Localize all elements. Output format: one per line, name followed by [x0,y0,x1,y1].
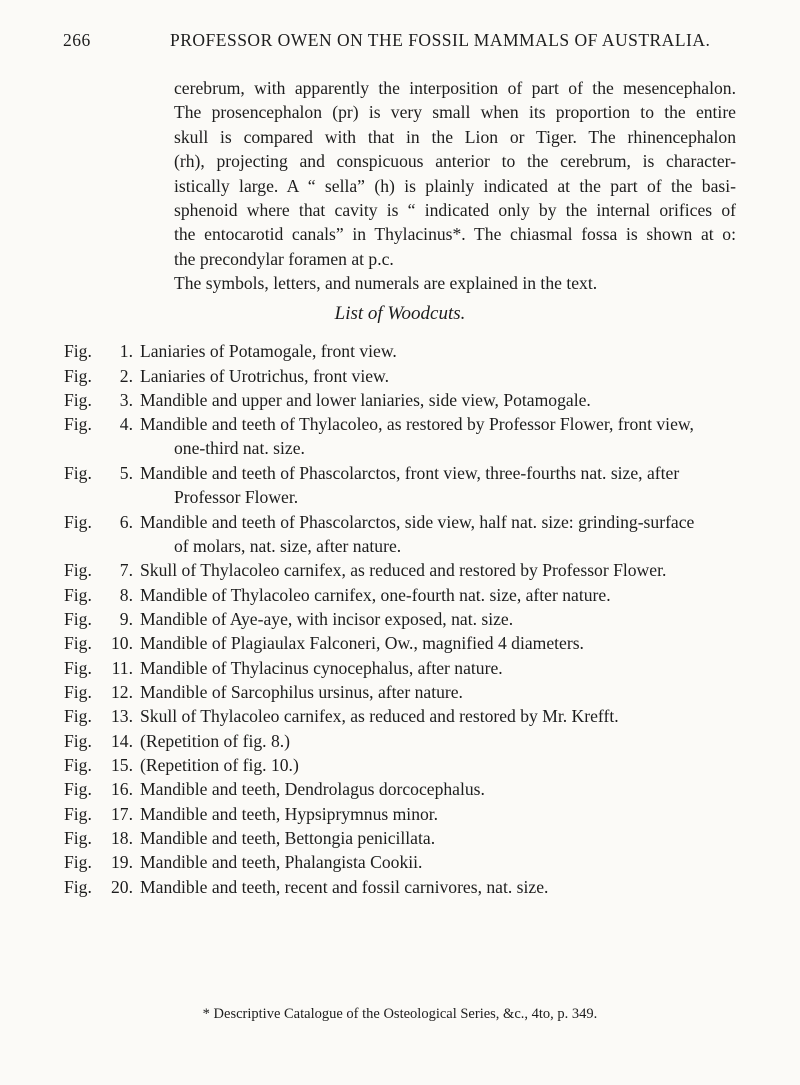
fig-number: 18. [111,828,133,848]
item-line: Laniaries of Urotrichus, front view. [140,366,390,386]
running-title: PROFESSOR OWEN ON THE FOSSIL MAMMALS OF AUSTRALIA. [170,30,711,50]
paragraph-line: skull is compared with that in the Lion or Tiger. The rhinencephalon [174,126,736,147]
item-line: Mandible and teeth of Thylacoleo, as restored by Professor Flower, front view, [140,414,694,434]
paragraph-line: (rh), projecting and conspicuous anterior to the cerebrum, is character- [174,151,736,172]
item-line: Mandible of Sarcophilus ursinus, after nature. [140,682,463,702]
fig-number: 5. [119,463,133,483]
paragraph-line: The symbols, letters, and numerals are explained in the text. [174,273,598,294]
fig-number: 14. [111,731,133,751]
item-line: one-third nat. size. [174,438,305,459]
fig-label: Fig. [64,706,92,726]
fig-number: 6. [119,512,133,532]
item-line: Mandible and teeth, Bettongia penicillata. [140,828,436,848]
fig-number: 13. [111,706,133,726]
fig-number: 12. [111,682,133,702]
page-number: 266 [63,30,91,50]
fig-label: Fig. [64,512,92,532]
item-line: (Repetition of fig. 10.) [140,755,299,775]
item-line: Mandible of Plagiaulax Falconeri, Ow., magnified 4 diameters. [140,633,584,653]
fig-label: Fig. [64,560,92,580]
fig-number: 9. [119,609,133,629]
fig-label: Fig. [64,633,92,653]
item-line: Mandible and teeth, Hypsiprymnus minor. [140,804,439,824]
paragraph-line: istically large. A “ sella” (h) is plainly indicated at the part of the basi- [174,175,736,196]
fig-number: 15. [111,755,133,775]
fig-number: 10. [111,633,133,653]
item-line: Mandible and teeth, Phalangista Cookii. [140,852,423,872]
fig-label: Fig. [64,852,92,872]
paragraph-line: the precondylar foramen at p.c. [174,248,394,269]
item-line: Mandible and teeth, recent and fossil carnivores, nat. size. [140,877,549,897]
item-line: Laniaries of Potamogale, front view. [140,341,397,361]
fig-number: 20. [111,877,133,897]
item-line: Professor Flower. [174,487,299,508]
item-line: Skull of Thylacoleo carnifex, as reduced and restored by Mr. Krefft. [140,706,619,726]
fig-number: 19. [111,852,133,872]
fig-number: 7. [119,560,133,580]
fig-number: 17. [111,804,133,824]
fig-label: Fig. [64,463,92,483]
fig-number: 11. [111,658,133,678]
fig-label: Fig. [64,341,92,361]
paragraph-line: cerebrum, with apparently the interposition of part of the mesencephalon. [174,78,736,98]
item-line: Mandible and teeth of Phascolarctos, front view, three-fourths nat. size, after [140,463,680,483]
fig-label: Fig. [64,804,92,824]
fig-label: Fig. [64,877,92,897]
fig-label: Fig. [64,414,92,434]
item-line: Mandible and teeth of Phascolarctos, side view, half nat. size: grinding-surface [140,512,695,532]
fig-number: 3. [119,390,133,410]
fig-label: Fig. [64,731,92,751]
fig-number: 1. [119,341,133,361]
paragraph-line: sphenoid where that cavity is “ indicated only by the internal orifices of [174,200,736,221]
paragraph-line: the entocarotid canals” in Thylacinus*. The chiasmal fossa is shown at o: [174,224,736,245]
item-line: Mandible of Aye-aye, with incisor exposed, nat. size. [140,609,514,629]
fig-number: 8. [119,585,133,605]
fig-label: Fig. [64,585,92,605]
fig-label: Fig. [64,682,92,702]
item-line: of molars, nat. size, after nature. [174,536,402,557]
fig-number: 2. [119,366,133,386]
list-heading: List of Woodcuts. [334,303,466,324]
fig-label: Fig. [64,366,92,386]
footnote: * Descriptive Catalogue of the Osteological Series, &c., 4to, p. 349. [202,1006,598,1022]
item-line: Mandible of Thylacinus cynocephalus, after nature. [140,658,503,678]
item-line: (Repetition of fig. 8.) [140,731,291,751]
body-paragraph [174,76,736,296]
fig-number: 16. [111,779,133,799]
fig-label: Fig. [64,609,92,629]
fig-number: 4. [119,414,133,434]
fig-label: Fig. [64,755,92,775]
item-line: Skull of Thylacoleo carnifex, as reduced and restored by Professor Flower. [140,560,667,580]
fig-label: Fig. [64,658,92,678]
fig-label: Fig. [64,390,92,410]
item-line: Mandible and teeth, Dendrolagus dorcocephalus. [140,779,485,799]
item-line: Mandible of Thylacoleo carnifex, one-fourth nat. size, after nature. [140,585,611,605]
fig-label: Fig. [64,779,92,799]
fig-label: Fig. [64,828,92,848]
paragraph-line: The prosencephalon (pr) is very small when its proportion to the entire [174,102,736,123]
item-line: Mandible and upper and lower laniaries, side view, Potamogale. [140,390,591,410]
